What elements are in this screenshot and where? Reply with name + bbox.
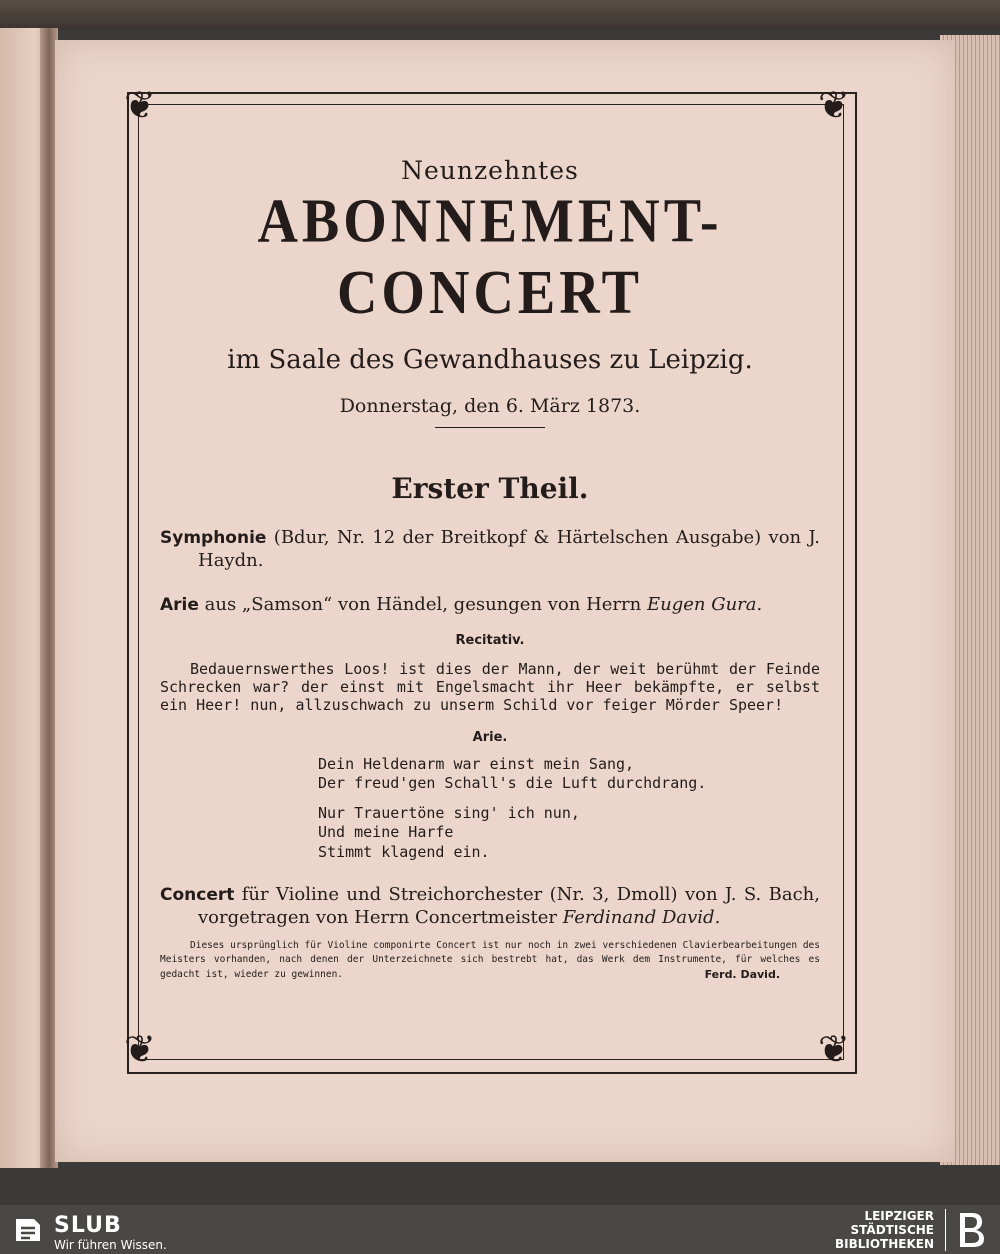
part-heading: Erster Theil. (391, 472, 589, 505)
library-name[interactable]: SLUB (54, 1213, 122, 1238)
item-lead: Symphonie (160, 528, 267, 548)
footnote: Dieses ursprünglich für Violine componirte Concert ist nur noch in zwei verschiedenen Clavierbearbeitungen des Meisters vorhanden, nach denen der Unterzeichnete sich bestrebt hat, das Werk dem Instrumente, für welches es gedacht ist, wieder zu gewinnen. (160, 940, 820, 980)
item-text: (Bdur, Nr. 12 der Breitkopf & Härtelschen Ausgabe) von J. Haydn. (198, 527, 820, 571)
item-lead: Arie (160, 595, 199, 615)
item-text: für Violine und Streichorchester (Nr. 3, Dmoll) von J. S. Bach, vorgetragen von Herrn Concertmeister (198, 884, 820, 928)
corner-ornament-icon: ❦ (124, 1027, 156, 1071)
programme-content (160, 120, 820, 981)
concert-ordinal: Neunzehntes (401, 156, 579, 185)
verse-line: Der freud'gen Schall's die Luft durchdrang. (318, 774, 707, 792)
signature: Ferd. David. (704, 967, 780, 981)
arie-heading: Arie. (472, 729, 508, 745)
verse-line: Nur Trauertöne sing' ich nun, (318, 803, 580, 822)
partner-library[interactable] (835, 1209, 934, 1251)
corner-ornament-icon: ❦ (124, 83, 156, 127)
recitativ-text: Bedauernswerthes Loos! ist dies der Mann, der weit berühmt der Feinde Schrecken war? der einst mit Engelsmacht ihr Heer bekämpfte, er selbst ein Heer! nun, allzuschwach zu unserm Schild vor feiger Mörder Speer! (160, 659, 820, 714)
slub-logo-icon[interactable] (10, 1213, 44, 1247)
concert-title: ABONNEMENT-CONCERT (257, 186, 723, 328)
book-spine (0, 0, 1000, 30)
partner-line: STÄDTISCHE (850, 1223, 934, 1237)
programme-item-arie (160, 594, 820, 617)
arie-stanza-1 (318, 755, 820, 794)
partner-logo-icon[interactable] (945, 1209, 992, 1251)
partner-line: BIBLIOTHEKEN (834, 1237, 934, 1251)
item-performer: Ferdinand David. (562, 906, 721, 928)
corner-ornament-icon: ❦ (818, 1027, 850, 1071)
divider (435, 427, 545, 428)
programme-item-concert (160, 884, 820, 929)
corner-ornament-icon: ❦ (818, 83, 850, 127)
partner-line: LEIPZIGER (864, 1209, 934, 1223)
viewer-footer (0, 1205, 1000, 1254)
item-performer: Eugen Gura. (646, 594, 763, 615)
verse-line: Dein Heldenarm war einst mein Sang, (318, 754, 635, 773)
arie-stanza-2 (318, 804, 820, 863)
verse-line: Und meine Harfe (318, 823, 454, 841)
item-lead: Concert (160, 885, 235, 905)
recitativ-heading: Recitativ. (455, 632, 525, 648)
item-text: aus „Samson“ von Händel, gesungen von Herrn (198, 594, 647, 615)
verse-line: Stimmt klagend ein. (318, 842, 490, 861)
concert-date: Donnerstag, den 6. März 1873. (339, 395, 641, 417)
library-tagline: Wir führen Wissen. (54, 1238, 167, 1252)
concert-venue: im Saale des Gewandhauses zu Leipzig. (227, 345, 753, 375)
programme-item-symphonie (160, 527, 820, 572)
